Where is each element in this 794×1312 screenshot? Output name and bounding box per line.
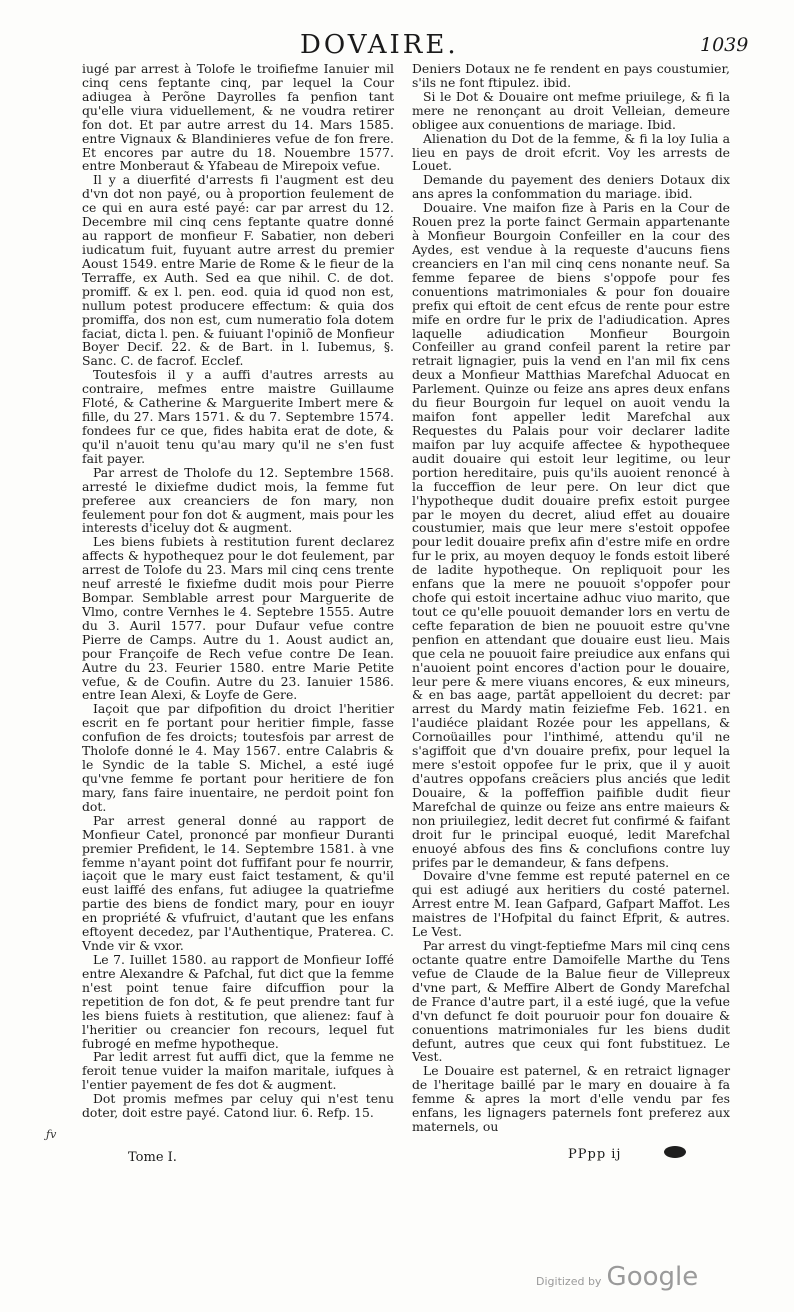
signature-mark: PPpp ij xyxy=(568,1147,622,1162)
left-text-column xyxy=(82,62,394,1120)
volume-label: Tome I. xyxy=(128,1150,177,1165)
right-text-column xyxy=(412,62,730,1134)
page-number: 1039 xyxy=(700,34,749,56)
margin-annotation: ƒv xyxy=(46,1128,57,1141)
paragraph: Par arrest du vingt-feptiefme Mars mil cinq cens octante quatre entre Damoifelle Marthe du Tens vefue de Claude de la Balue fieur de Villepreux d'vne part, & Meffire Albert de Gondy Marefchal de France d'autre part, il a esté iugé, que la vefue d'vn defunct fe doit pouruoir pour fon douaire & conuentions matrimoniales fur les biens dudit defunt, autres que ceux qui font fubstituez. Le Vest. xyxy=(412,938,730,1065)
ink-blot xyxy=(664,1146,686,1158)
running-head-title: DOVAIRE. xyxy=(300,30,459,60)
paragraph: Les biens fubiets à restitution furent declarez affects & hypothequez pour le dot feulement, par arrest de Tolofe du 23. Mars mil cinq cens trente neuf arresté le fixiefme dudit mois pour Pierre Bompar. Semblable arrest pour Marguerite de Vlmo, contre Vernhes le 4. Septebre 1555. Autre du 3. Auril 1577. pour Dufaur vefue contre Pierre de Camps. Autre du 1. Aoust audict an, pour Françoife de Rech vefue contre De Iean. Autre du 23. Feurier 1580. entre Marie Petite vefue, & de Coufin. Autre du 23. Ianuier 1586. entre Iean Alexi, & Loyfe de Gere. xyxy=(82,534,394,703)
paragraph: Dot promis mefmes par celuy qui n'est tenu doter, doit estre payé. Catond liur. 6. Refp. 15. xyxy=(82,1091,394,1121)
paragraph: Douaire. Vne maifon fize à Paris en la Cour de Rouen prez la porte fainct Germain appartenante à Monfieur Bourgoin Confeiller en la cour des Aydes, est vendue à la requeste d'aucuns fiens creanciers en l'an mil cinq cens nonante neuf. Sa femme feparee de biens s'oppofe pour fes conuentions matrimoniales & pour fon douaire prefix qui eftoit de cent efcus de rente pour estre mife en ordre fur le prix de l'adiudication. Apres laquelle adiudication Monfieur Bourgoin Confeiller au grand confeil parent la retire par retrait lignagier, puis la vend en l'an mil fix cens deux a Monfieur Matthias Marefchal Aduocat en Parlement. Quinze ou feize ans apres deux enfans du fieur Bourgoin fur lequel on auoit vendu la maifon font appeller ledit Marefchal aux Requestes du Palais pour voir declarer ladite maifon par luy acquife affectee & hypothequee audit douaire qui estoit leur legitime, ou leur portion hereditaire, puis qu'ils auoient renoncé à la fucceffion de leur pere. On leur dict que l'hypotheque dudit douaire prefix estoit purgee par le moyen du decret, aliud effet au douaire coustumier, mais que leur mere s'estoit oppofee pour ledit douaire prefix afin d'estre mife en ordre fur le prix, au moyen dequoy le fonds estoit liberé de ladite hypotheque. On repliquoit pour les enfans que la mere ne pouuoit s'oppofer pour chofe qui estoit incertaine adhuc viuo marito, que tout ce qu'elle pouuoit demander lors en vertu de cefte feparation de bien ne pouuoit estre qu'vne penfion en attendant que douaire eust lieu. Mais que cela ne pouuoit faire preiudice aux enfans qui n'auoient point encores d'action pour le douaire, leur pere & mere viuans encores, & eux mineurs, & en bas aage, partãt appelloient du decret: par arrest du Mardy matin feiziefme Feb. 1621. en l'audiéce plaidant Rozée pour les appellans, & Cornoüailles pour l'inthimé, attendu qu'il ne s'agiffoit que d'vn douaire prefix, pour lequel la mere s'estoit oppofee fur le prix, que il y auoit d'autres oppofans creãciers plus anciés que ledit Douaire, & la poffeffion paifible dudit fieur Marefchal de quinze ou feize ans entre maieurs & non priuilegiez, ledit decret fut confirmé & faifant droit fur le principal euoqué, ledit Marefchal enuoyé abfous des fins & conclufions contre luy prifes par le demandeur, & fans defpens. xyxy=(412,200,730,870)
paragraph: Demande du payement des deniers Dotaux dix ans apres la confommation du mariage. ibid. xyxy=(412,172,730,202)
paragraph: Dovaire d'vne femme est reputé paternel en ce qui est adiugé aux heritiers du costé paternel. Arrest entre M. Iean Gafpard, Gafpart Maffot. Les maistres de l'Hofpital du fainct Efprit, & autres. Le Vest. xyxy=(412,868,730,940)
paragraph: iugé par arrest à Tolofe le troifiefme Ianuier mil cinq cens feptante cinq, par lequel la Cour adiugea à Perõne Dayrolles fa penfion tant qu'elle viura viduellement, & ne voudra retirer fon dot. Et par autre arrest du 14. Mars 1585. entre Vignaux & Blandinieres vefue de fon frere. Et encores par autre du 18. Nouembre 1577. entre Monberaut & Yfabeau de Mirepoix vefue. xyxy=(82,61,394,174)
paragraph: Alienation du Dot de la femme, & fi la loy Iulia a lieu en pays de droit efcrit. Voy les arrests de Louet. xyxy=(412,130,730,174)
paragraph: Par arrest general donné au rapport de Monfieur Catel, prononcé par monfieur Duranti premier Prefident, le 14. Septembre 1581. à vne femme n'ayant point dot fuffifant pour fe nourrir, iaçoit que le mary eust faict testament, & qu'il eust laiffé des enfans, fut adiugee la quatriefme partie des biens de fondict mary, pour en iouyr en propriété & vfufruict, d'autant que les enfans eftoyent decedez, par l'Authentique, Praterea. C. Vnde vir & vxor. xyxy=(82,812,394,954)
paragraph: Par arrest de Tholofe du 12. Septembre 1568. arresté le dixiefme dudict mois, la femme fut preferee aux creanciers de fon mary, non feulement pour fon dot & augment, mais pour les interests d'iceluy dot & augment. xyxy=(82,464,394,536)
google-logo: Google xyxy=(606,1262,699,1292)
paragraph: Il y a diuerfité d'arrests fi l'augment est deu d'vn dot non payé, ou à proportion feulement de ce qui en aura esté payé: car par arrest du 12. Decembre mil cinq cens feptante quatre donné au rapport de monfieur F. Sabatier, non deberi iudicatum fuit, fuyuant autre arrest du premier Aoust 1549. entre Marie de Rome & le fieur de la Terraffe, ex Auth. Sed ea que nihil. C. de dot. promiff. & ex l. pen. eod. quia id quod non est, nullum potest producere effectum: & quia dos promiffa, dos non est, cum numeratio fola dotem faciat, dicta l. pen. & fuiuant l'opiniõ de Monfieur Boyer Decif. 22. & de Bart. in l. Iubemus, §. Sanc. C. de facrof. Ecclef. xyxy=(82,172,394,369)
paragraph: Iaçoit que par difpofition du droict l'heritier escrit en fe portant pour heritier fimple, fasse confufion de fes droicts; toutesfois par arrest de Tholofe donné le 4. May 1567. entre Calabris & le Syndic de la table S. Michel, a esté iugé qu'vne femme fe portant pour heritiere de fon mary, fans faire inuentaire, ne perdoit point fon dot. xyxy=(82,701,394,814)
paragraph: Le Douaire est paternel, & en retraict lignager de l'heritage baillé par le mary en douaire à fa femme & apres la mort d'elle vendu par fes enfans, les lignagers paternels font preferez aux maternels, ou xyxy=(412,1063,730,1135)
paragraph: Par ledit arrest fut auffi dict, que la femme ne feroit tenue vuider la maifon maritale, iufques à l'entier payement de fes dot & augment. xyxy=(82,1049,394,1093)
paragraph: Le 7. Iuillet 1580. au rapport de Monfieur Ioffé entre Alexandre & Pafchal, fut dict que la femme n'est point tenue faire difcuffion pour la repetition de fon dot, & fe peut prendre tant fur les biens fuiets à restitution, que alienez: fauf à l'heritier ou creancier fon recours, lequel fut fubrogé en mefme hypotheque. xyxy=(82,952,394,1051)
watermark-prefix: Digitized by xyxy=(536,1275,602,1288)
digitization-watermark xyxy=(536,1262,698,1292)
paragraph: Si le Dot & Douaire ont mefme priuilege, & fi la mere ne renonçant au droit Velleian, demeure obligee aux conuentions de mariage. Ibid. xyxy=(412,88,730,132)
paragraph: Deniers Dotaux ne fe rendent en pays coustumier, s'ils ne font ftipulez. ibid. xyxy=(412,61,730,90)
paragraph: Toutesfois il y a auffi d'autres arrests au contraire, mefmes entre maistre Guillaume Floté, & Catherine & Marguerite Imbert mere & fille, du 27. Mars 1571. & du 7. Septembre 1574. fondees fur ce que, fides habita erat de dote, & qu'il n'auoit tenu qu'au mary qu'il ne s'en fust fait payer. xyxy=(82,367,394,466)
